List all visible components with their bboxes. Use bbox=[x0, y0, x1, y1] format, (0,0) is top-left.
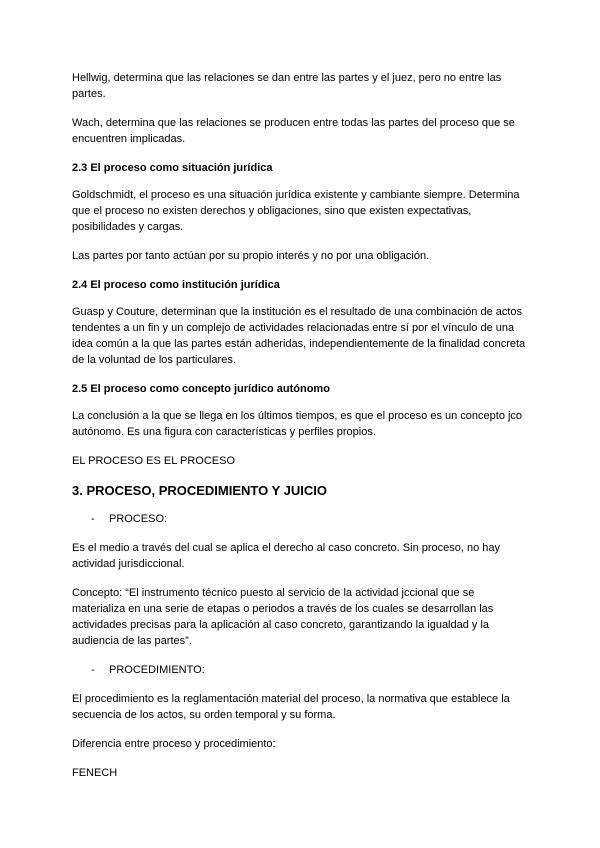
heading-2-3: 2.3 El proceso como situación jurídica bbox=[72, 162, 273, 174]
bullet-procedimiento bbox=[72, 662, 530, 678]
paragraph-partes-interes: Las partes por tanto actúan por su propio interés y no por una obligación. bbox=[72, 250, 430, 262]
paragraph-fenech: FENECH bbox=[72, 767, 118, 779]
bullet-label: PROCEDIMIENTO: bbox=[109, 664, 205, 676]
paragraph-concepto: Concepto: “El instrumento técnico puesto al servicio de la actividad jccional que se materializa en una serie de etapas o periodos a través de los cuales se desarrollan las actividades precisas para la aplicación al caso concreto, garantizando la igualdad y la audiencia de las partes”. bbox=[72, 587, 494, 647]
paragraph-procedimiento: El procedimiento es la reglamentación material del proceso, la normativa que establece la secuencia de los actos, su orden temporal y su forma. bbox=[72, 693, 510, 721]
bullet-proceso bbox=[72, 511, 530, 527]
paragraph-medio: Es el medio a través del cual se aplica el derecho al caso concreto. Sin proceso, no hay actividad jurisdiccional. bbox=[72, 542, 501, 570]
heading-2-5: 2.5 El proceso como concepto jurídico autónomo bbox=[72, 383, 330, 395]
heading-3: 3. PROCESO, PROCEDIMIENTO Y JUICIO bbox=[72, 483, 328, 498]
bullet-label: PROCESO: bbox=[109, 513, 168, 525]
paragraph-el-proceso: EL PROCESO ES EL PROCESO bbox=[72, 455, 236, 467]
bullet-dash: - bbox=[91, 513, 95, 525]
bullet-dash: - bbox=[91, 664, 95, 676]
paragraph-diferencia: Diferencia entre proceso y procedimiento: bbox=[72, 738, 276, 750]
heading-2-4: 2.4 El proceso como institución jurídica bbox=[72, 279, 280, 291]
paragraph-goldschmidt: Goldschmidt, el proceso es una situación jurídica existente y cambiante siempre. Determina que el proceso no existen derechos y obligaciones, sino que existen expectativas, posibilidades y cargas. bbox=[72, 189, 520, 233]
paragraph-conclusion: La conclusión a la que se llega en los últimos tiempos, es que el proceso es un concepto jco autónomo. Es una figura con características y perfiles propios. bbox=[72, 410, 523, 438]
paragraph-guasp-couture: Guasp y Couture, determinan que la institución es el resultado de una combinación de actos tendentes a un fin y un complejo de actividades relacionadas entre sí por el vínculo de una idea común a la que las partes están adheridas, independientemente de la finalidad concreta de la voluntad de los particulares. bbox=[72, 306, 526, 366]
paragraph-wach: Wach, determina que las relaciones se producen entre todas las partes del proceso que se encuentren implicadas. bbox=[72, 117, 515, 145]
paragraph-hellwig: Hellwig, determina que las relaciones se dan entre las partes y el juez, pero no entre las partes. bbox=[72, 72, 502, 100]
